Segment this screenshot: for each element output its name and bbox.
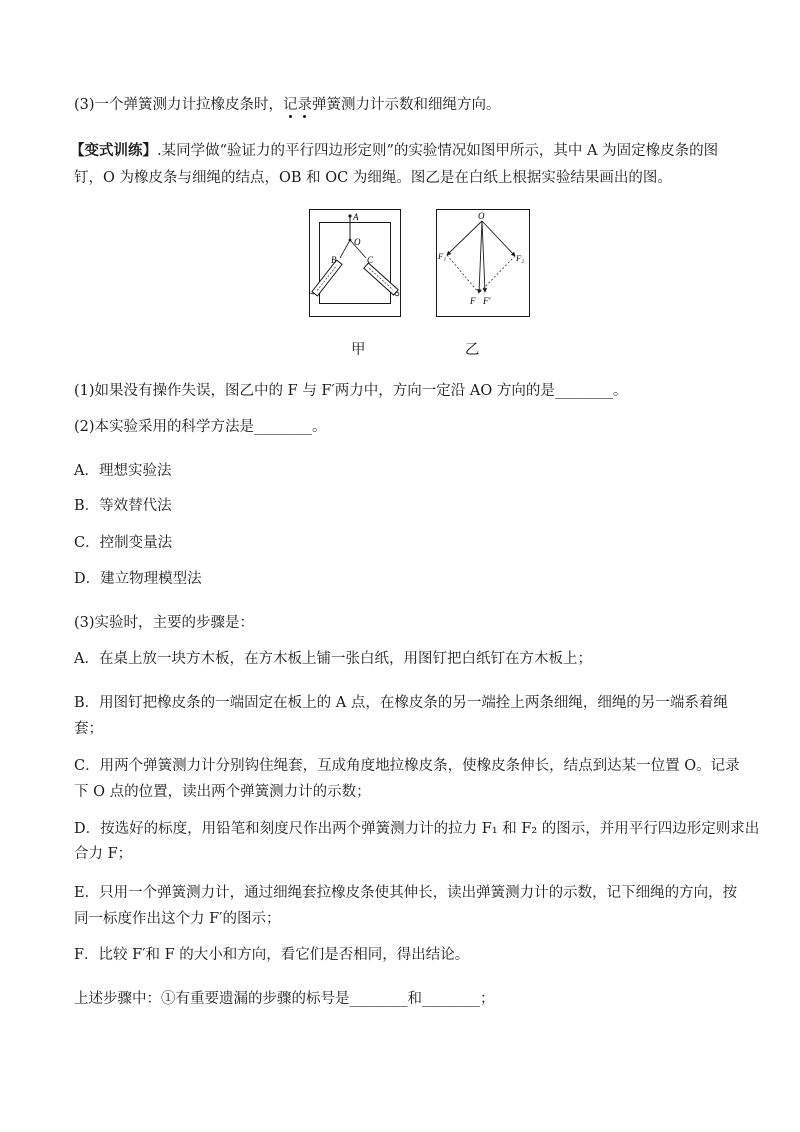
exercise-heading: 【变式训练】.某同学做“验证力的平行四边形定则”的实验情况如图甲所示，其中 A 为固定橡皮条的图 xyxy=(70,142,719,159)
label-f: F xyxy=(470,296,476,306)
step-e-line-2: 同一标度作出这个力 F′的图示； xyxy=(74,911,281,927)
step-d-line-2: 合力 F； xyxy=(74,846,133,862)
label-o: O xyxy=(478,211,485,221)
text-line-3: 钉，O 为橡皮条与细绳的结点，OB 和 OC 为细绳。图乙是在白纸上根据实验结果画出的图。 xyxy=(74,170,672,186)
emphasis-char: 记 xyxy=(283,97,298,113)
figure-caption-jia: 甲 xyxy=(351,342,366,358)
exercise-tag: 【变式训练】 xyxy=(70,142,157,159)
step-d-line-1: D．按选好的标度，用铅笔和刻度尺作出两个弹簧测力计的拉力 F₁ 和 F₂ 的图示，并用平行四边形定则求出 xyxy=(74,821,760,837)
label-f1: F₁ xyxy=(438,251,447,261)
figure-caption-yi: 乙 xyxy=(465,342,480,358)
step-b-line-2: 套； xyxy=(74,721,103,737)
question-1: (1)如果没有操作失误，图乙中的 F 与 F′两力中，方向一定沿 AO 方向的是________。 xyxy=(74,383,628,399)
figure-yi xyxy=(436,209,530,317)
label-o: O xyxy=(354,237,361,247)
option-b: B．等效替代法 xyxy=(74,498,172,514)
step-e-line-1: E．只用一个弹簧测力计，通过细绳套拉橡皮条使其伸长，读出弹簧测力计的示数，记下细绳的方向，按 xyxy=(74,885,738,901)
step-c-line-2: 下 O 点的位置，读出两个弹簧测力计的示数； xyxy=(74,784,371,800)
text-line-1: (3)一个弹簧测力计拉橡皮条时，记录弹簧测力计示数和细绳方向。 xyxy=(74,97,501,113)
label-a: A xyxy=(353,212,359,222)
label-f-prime: F′ xyxy=(483,296,491,306)
label-c: C xyxy=(367,255,374,265)
option-c: C．控制变量法 xyxy=(74,535,173,551)
question-2: (2)本实验采用的科学方法是________。 xyxy=(74,419,327,435)
question-3: (3)实验时，主要的步骤是： xyxy=(74,615,255,631)
option-d: D．建立物理模型法 xyxy=(74,571,202,587)
step-a: A．在桌上放一块方木板，在方木板上铺一张白纸，用图钉把白纸钉在方木板上； xyxy=(74,651,592,667)
label-b: B xyxy=(331,255,337,265)
step-b-line-1: B．用图钉把橡皮条的一端固定在板上的 A 点，在橡皮条的另一端拴上两条细绳，细绳的另一端系着绳 xyxy=(74,695,728,711)
step-f: F．比较 F′和 F 的大小和方向，看它们是否相同，得出结论。 xyxy=(74,947,470,963)
step-c-line-1: C．用两个弹簧测力计分别钩住绳套，互成角度地拉橡皮条，使橡皮条伸长，结点到达某一位置 O。记录 xyxy=(74,758,740,774)
option-a: A．理想实验法 xyxy=(74,463,172,479)
emphasis-char: 录 xyxy=(297,97,313,113)
answer-prompt: 上述步骤中：①有重要遗漏的步骤的标号是________和________； xyxy=(74,991,495,1007)
figure-jia xyxy=(309,209,401,317)
label-f2: F₂ xyxy=(516,253,525,263)
